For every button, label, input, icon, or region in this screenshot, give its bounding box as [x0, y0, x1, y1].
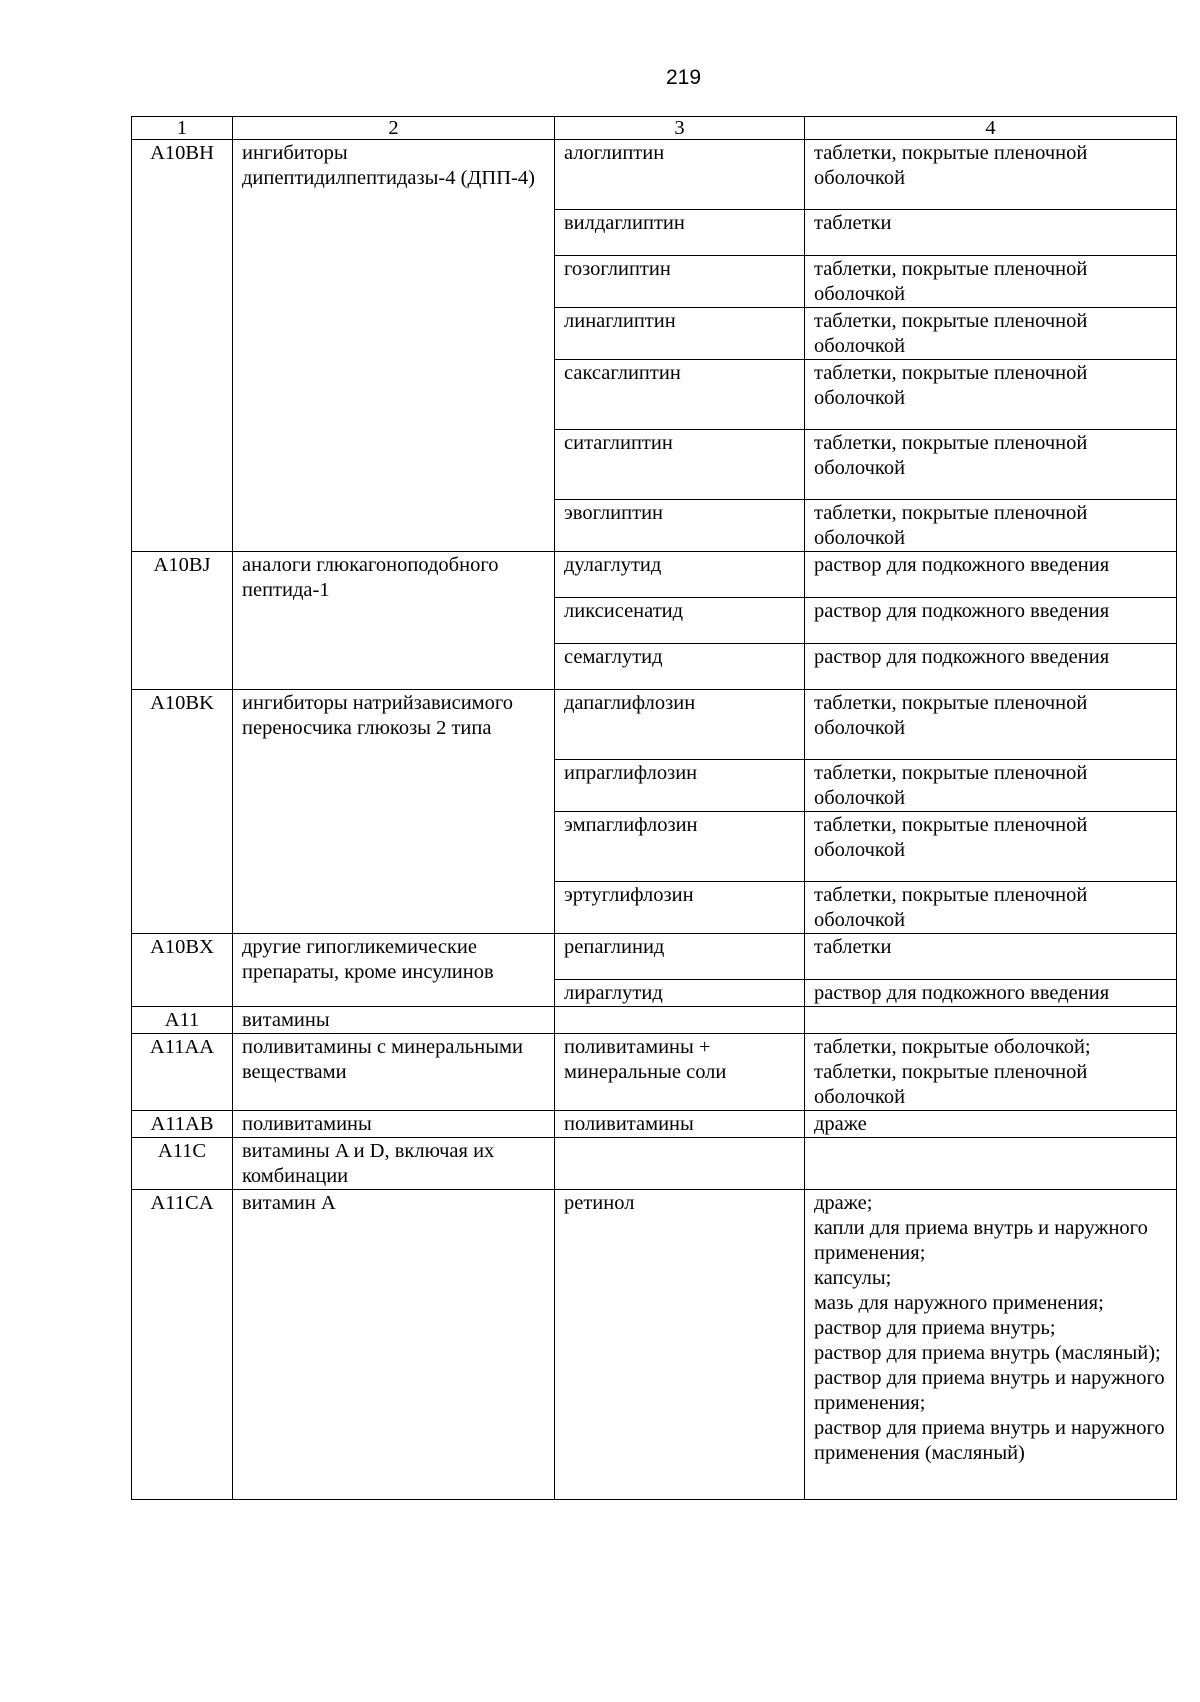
- table-row: [132, 552, 1177, 598]
- page-number: 219: [665, 66, 702, 89]
- column-header-code: 1: [132, 117, 233, 140]
- dosage-form-cell: раствор для подкожного введения: [805, 552, 1177, 598]
- substance-cell: поливитамины: [555, 1111, 805, 1138]
- substance-cell: линаглиптин: [555, 308, 805, 360]
- dosage-form-cell: раствор для подкожного введения: [805, 644, 1177, 690]
- column-header-substance: 3: [555, 117, 805, 140]
- dosage-form-line: драже;: [814, 1192, 873, 1214]
- substance-cell: [555, 1138, 805, 1190]
- group-name-cell: поливитамины: [233, 1111, 555, 1138]
- dosage-form-line: раствор для приема внутрь и наружного применения;: [814, 1367, 1165, 1414]
- substance-cell: лираглутид: [555, 980, 805, 1007]
- atc-code-cell: A10BH: [132, 140, 233, 552]
- drug-table: [131, 116, 1177, 1500]
- dosage-form-cell: таблетки, покрытые пленочной оболочкой: [805, 760, 1177, 812]
- substance-cell: саксаглиптин: [555, 360, 805, 430]
- table-header-row: [132, 117, 1177, 140]
- group-name-cell: поливитамины с минеральными веществами: [233, 1034, 555, 1111]
- substance-cell: алоглиптин: [555, 140, 805, 210]
- substance-cell: репаглинид: [555, 934, 805, 980]
- table-row: [132, 140, 1177, 210]
- dosage-form-cell: таблетки, покрытые пленочной оболочкой: [805, 690, 1177, 760]
- dosage-form-line: раствор для приема внутрь;: [814, 1317, 1056, 1339]
- substance-cell: эвоглиптин: [555, 500, 805, 552]
- substance-cell: [555, 1007, 805, 1034]
- dosage-form-cell: [805, 1190, 1177, 1500]
- atc-code-cell: A11AA: [132, 1034, 233, 1111]
- substance-cell: семаглутид: [555, 644, 805, 690]
- dosage-form-cell: раствор для подкожного введения: [805, 980, 1177, 1007]
- table-row: [132, 1190, 1177, 1500]
- atc-code-cell: A11AB: [132, 1111, 233, 1138]
- dosage-form-cell: таблетки: [805, 934, 1177, 980]
- atc-code-cell: A10BJ: [132, 552, 233, 690]
- dosage-form-cell: таблетки, покрытые пленочной оболочкой: [805, 308, 1177, 360]
- dosage-form-cell: [805, 1007, 1177, 1034]
- table-row: [132, 1034, 1177, 1111]
- atc-code-cell: A11CA: [132, 1190, 233, 1500]
- substance-cell: эртуглифлозин: [555, 882, 805, 934]
- dosage-form-cell: таблетки, покрытые пленочной оболочкой: [805, 500, 1177, 552]
- group-name-cell: витамины: [233, 1007, 555, 1034]
- dosage-form-line: капсулы;: [814, 1267, 892, 1289]
- table-row: [132, 690, 1177, 760]
- table-row: [132, 1007, 1177, 1034]
- dosage-form-cell: таблетки, покрытые пленочной оболочкой: [805, 812, 1177, 882]
- dosage-form-line: капли для приема внутрь и наружного применения;: [814, 1217, 1148, 1264]
- table-row: [132, 1111, 1177, 1138]
- dosage-form-cell: таблетки, покрытые пленочной оболочкой: [805, 140, 1177, 210]
- atc-code-cell: A11: [132, 1007, 233, 1034]
- substance-cell: эмпаглифлозин: [555, 812, 805, 882]
- substance-cell: ликсисенатид: [555, 598, 805, 644]
- group-name-cell: ингибиторы дипептидилпептидазы-4 (ДПП-4): [233, 140, 555, 552]
- substance-cell: ипраглифлозин: [555, 760, 805, 812]
- dosage-form-cell: таблетки, покрытые пленочной оболочкой: [805, 256, 1177, 308]
- dosage-form-line: раствор для приема внутрь (масляный);: [814, 1342, 1161, 1364]
- table-row: [132, 934, 1177, 980]
- dosage-form-cell: драже: [805, 1111, 1177, 1138]
- dosage-form-line: раствор для приема внутрь и наружного применения (масляный): [814, 1417, 1165, 1464]
- dosage-form-cell: таблетки, покрытые пленочной оболочкой: [805, 430, 1177, 500]
- dosage-form-cell: раствор для подкожного введения: [805, 598, 1177, 644]
- atc-code-cell: A10BK: [132, 690, 233, 934]
- substance-cell: ретинол: [555, 1190, 805, 1500]
- dosage-form-cell: таблетки, покрытые пленочной оболочкой: [805, 882, 1177, 934]
- dosage-form-cell: таблетки, покрытые оболочкой; таблетки, покрытые пленочной оболочкой: [805, 1034, 1177, 1111]
- substance-cell: вилдаглиптин: [555, 210, 805, 256]
- dosage-form-cell: [805, 1138, 1177, 1190]
- dosage-form-cell: таблетки, покрытые пленочной оболочкой: [805, 360, 1177, 430]
- substance-cell: поливитамины + минеральные соли: [555, 1034, 805, 1111]
- dosage-form-cell: таблетки: [805, 210, 1177, 256]
- column-header-group: 2: [233, 117, 555, 140]
- group-name-cell: другие гипогликемические препараты, кроме инсулинов: [233, 934, 555, 1007]
- atc-code-cell: A10BX: [132, 934, 233, 1007]
- column-header-form: 4: [805, 117, 1177, 140]
- group-name-cell: ингибиторы натрийзависимого переносчика глюкозы 2 типа: [233, 690, 555, 934]
- substance-cell: ситаглиптин: [555, 430, 805, 500]
- dosage-form-line: мазь для наружного применения;: [814, 1292, 1104, 1314]
- group-name-cell: витамин A: [233, 1190, 555, 1500]
- group-name-cell: витамины A и D, включая их комбинации: [233, 1138, 555, 1190]
- substance-cell: дапаглифлозин: [555, 690, 805, 760]
- substance-cell: дулаглутид: [555, 552, 805, 598]
- group-name-cell: аналоги глюкагоноподобного пептида-1: [233, 552, 555, 690]
- table-row: [132, 1138, 1177, 1190]
- substance-cell: гозоглиптин: [555, 256, 805, 308]
- atc-code-cell: A11C: [132, 1138, 233, 1190]
